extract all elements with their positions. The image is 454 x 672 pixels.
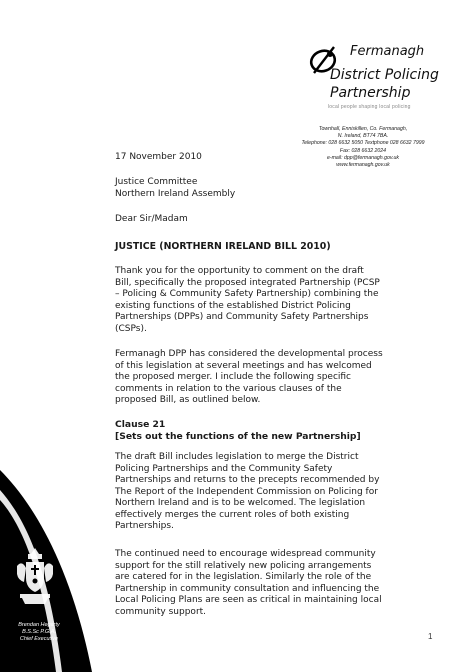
paragraph-line: Local Policing Plans are seen as critical in maintaining local (115, 595, 382, 605)
logo-dpp-line1: District Policing (330, 67, 439, 83)
recipient-line: Justice Committee (115, 177, 198, 187)
paragraph-line: of this legislation at several meetings and has welcomed (115, 360, 372, 371)
logo-dpp-line2: Partnership (330, 85, 411, 101)
paragraph-2 (115, 349, 443, 407)
paragraph-line: Northern Ireland and is to be welcomed. The legislation (115, 498, 366, 508)
paragraph-line: Partnerships and returns to the precepts recommended by (115, 475, 380, 485)
paragraph-line: proposed Bill, as outlined below. (115, 395, 261, 405)
recipient-line: Northern Ireland Assembly (115, 188, 236, 199)
paragraph-1 (115, 266, 443, 335)
paragraph-line: the proposed merger. I include the following specific (115, 372, 352, 382)
paragraph-line: The Report of the Independent Commission on Policing for (115, 486, 378, 497)
paragraph-line: existing functions of the established District Policing (115, 300, 351, 311)
clause-heading (115, 419, 443, 443)
paragraph-line: – Policing & Community Safety Partnership) combining the (115, 289, 379, 299)
letter-date: 17 November 2010 (115, 152, 202, 162)
address-website[interactable]: www.fermanagh.gov.uk (336, 162, 390, 169)
paragraph-line: community support. (115, 606, 207, 617)
page-number: 1 (428, 632, 433, 641)
ce-title: Chief Executive (19, 636, 59, 642)
address-line: Telephone: 028 6632 5050 Textphone 028 6632 7999 (301, 140, 425, 147)
paragraph-line: Fermanagh DPP has considered the developmental process (115, 349, 383, 359)
paragraph-line: effectively merges the current roles of both existing (115, 509, 350, 520)
paragraph-line: support for the still relatively new policing arrangements (115, 560, 372, 571)
paragraph-line: (CSPs). (115, 323, 147, 334)
letter-heading: JUSTICE (NORTHERN IRELAND BILL 2010) (115, 241, 331, 252)
paragraph-line: Partnership in community consultation and influencing the (115, 583, 380, 594)
chief-executive-signature-block (4, 622, 74, 643)
paragraph-line: The continued need to encourage widespread community (115, 549, 376, 559)
address-line: Townhall, Enniskillen, Co. Fermanagh, (318, 126, 408, 132)
ce-name: Brendan Hegarty (18, 622, 60, 628)
address-line: N. Ireland, BT74 7BA. (337, 133, 389, 140)
address-email[interactable]: e-mail: dpp@fermanagh.gov.uk (326, 154, 400, 161)
logo-tagline: local people shaping local policing (328, 104, 411, 110)
paragraph-line: Bill, specifically the proposed integrated Partnership (PCSP (115, 277, 380, 288)
address-line: Fax: 028 6632 2024 (339, 147, 387, 154)
logo-fermanagh-text: Fermanagh (350, 44, 425, 59)
logo-dpp-text (330, 66, 450, 102)
clause-title: [Sets out the functions of the new Partnership] (115, 431, 361, 442)
paragraph-line: comments in relation to the various clauses of the (115, 383, 342, 394)
letter-recipient (115, 177, 443, 200)
paragraph-line: are catered for in the legislation. Similarly the role of the (115, 572, 372, 582)
letter-salutation: Dear Sir/Madam (115, 214, 188, 224)
paragraph-line: Policing Partnerships and the Community Safety (115, 463, 333, 474)
paragraph-line: The draft Bill includes legislation to merge the District (115, 452, 359, 462)
paragraph-line: Partnerships. (115, 521, 174, 531)
paragraph-line: Partnerships (DPPs) and Community Safety Partnerships (115, 312, 369, 322)
paragraph-line: Thank you for the opportunity to comment on the draft (115, 266, 364, 276)
clause-number: Clause 21 (115, 419, 166, 430)
paragraph-4 (115, 549, 443, 618)
paragraph-3 (115, 452, 443, 533)
ce-qualifications: B.S.Sc P.G.A. (22, 629, 56, 635)
council-crest-icon (14, 546, 56, 606)
